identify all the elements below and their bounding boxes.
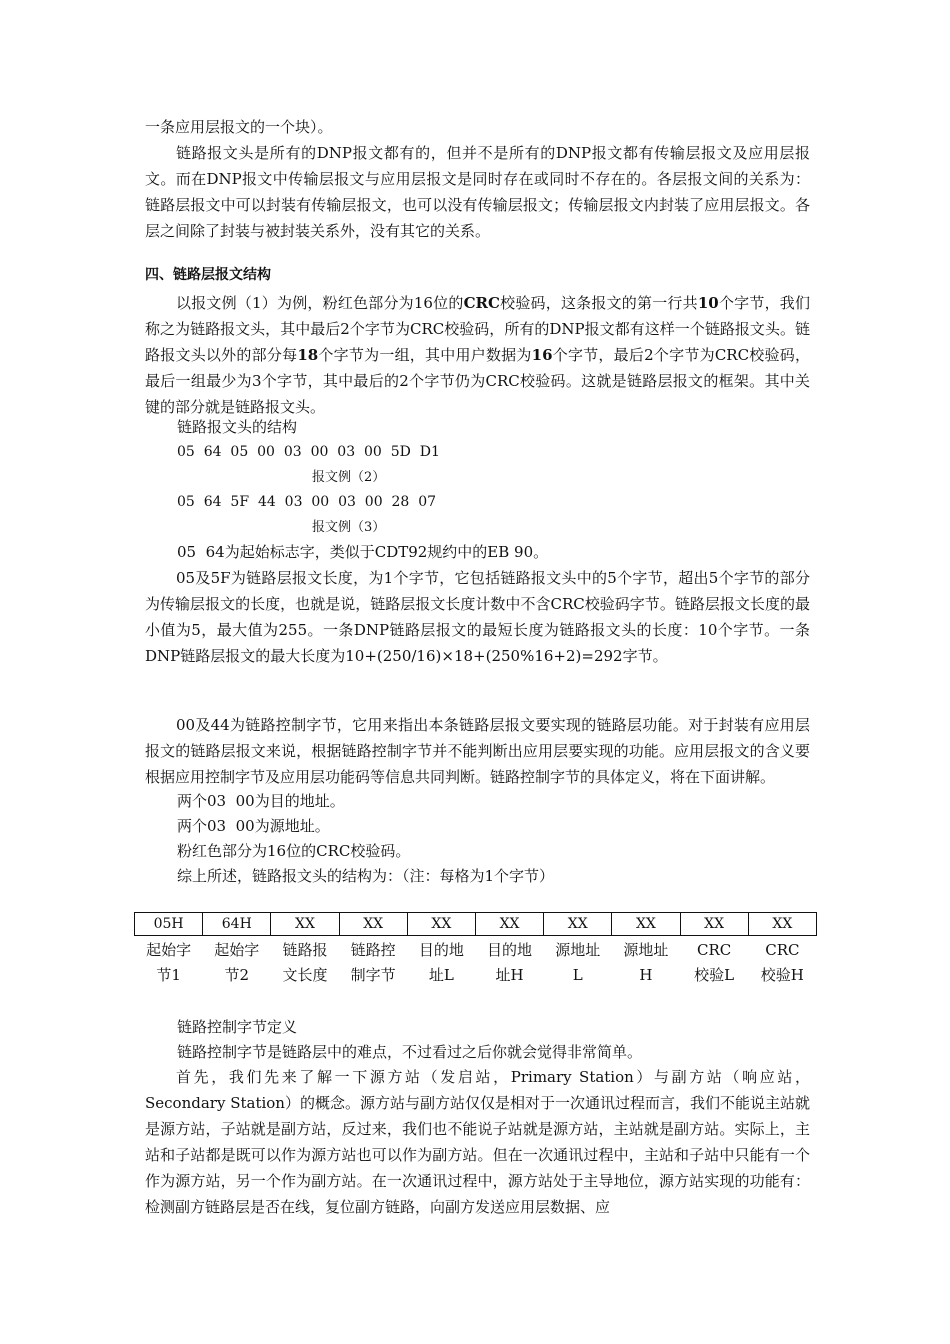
intro-paragraph-1: 链路报文头是所有的DNP报文都有的，但并不是所有的DNP报文都有传输层报文及应用层报文。而在DNP报文中传输层报文与应用层报文是同时存在或同时不存在的。各层报文间的关系为：链路层报文中可以封装有传输层报文，也可以没有传输层报文；传输层报文内封装了应用层报文。各层之间除了封装与被封装关系外，没有其它的关系。 [145,144,810,240]
link-header-table [134,912,817,988]
field-label: 起始字 节1 [146,941,192,984]
example-3-caption: 报文例（3） [312,520,386,535]
length-paragraph: 05及5F为链路层报文长度，为1个字节，它包括链路报文头中的5个字节，超出5个字节的部分为传输层报文的长度，也就是说，链路层报文长度计数中不含CRC校验码字节。链路层报文长度的最小值为5，最大值为255。一条DNP链路层报文的最短长度为链路报文头的长度：10个字节。一条DNP链路层报文的最大长度为10+(250/16)×18+(250%16+2)=292字节。 [145,569,810,665]
byte-cell: XX [475,913,543,936]
crc-text: 粉红色部分为16位的CRC校验码。 [177,842,411,860]
control-definition-title: 链路控制字节定义 [177,1018,298,1036]
frame-paragraph: 以报文例（1）为例，粉红色部分为16位的CRC校验码，这条报文的第一行共10个字节，我们称之为链路报文头，其中最后2个字节为CRC校验码，所有的DNP报文都有这样一个链路报文头。链路报文头以外的部分每18个字节为一组，其中用户数据为16个字节，最后2个字节为CRC校验码，最后一组最少为3个字节，其中最后的2个字节仍为CRC校验码。这就是链路层报文的框架。其中关键的部分就是链路报文头。 [145,294,810,416]
byte-cell: 64H [203,913,271,936]
field-label: 目的地 址L [418,941,464,984]
example-3-bytes: 05 64 5F 44 03 00 03 00 28 07 [177,494,437,510]
example-2-caption: 报文例（2） [312,470,386,485]
start-flag-text: 05 64为起始标志字，类似于CDT92规约中的EB 90。 [177,543,549,561]
byte-cell: XX [680,913,748,936]
byte-row [135,913,817,936]
summary-text: 综上所述，链路报文头的结构为：（注：每格为1个字节） [177,867,555,885]
primary-secondary-paragraph: 首先，我们先来了解一下源方站（发启站，Primary Station）与副方站（响应站，Secondary Station）的概念。源方站与副方站仅仅是相对于一次通讯过程而言，我们不能说主站就是源方站，子站就是副方站，反过来，我们也不能说子站就是源方站，主站就是副方站。实际上，主站和子站都是既可以作为源方站也可以作为副方站。但在一次通讯过程中，主站和子站中只能有一个作为源方站，另一个作为副方站。在一次通讯过程中，源方站处于主导地位，源方站实现的功能有：检测副方链路层是否在线，复位副方链路，向副方发送应用层数据、应 [145,1068,810,1216]
dest-address-text: 两个03 00为目的地址。 [177,792,345,810]
field-label: 目的地 址H [487,941,533,984]
byte-cell: XX [612,913,680,936]
src-address-text: 两个03 00为源地址。 [177,817,330,835]
struct-label: 链路报文头的结构 [177,418,298,436]
example-2-bytes: 05 64 05 00 03 00 03 00 5D D1 [177,444,440,460]
field-label: 链路报 文长度 [282,941,328,984]
section-heading: 四、链路层报文结构 [145,267,271,283]
field-label: 起始字 节2 [214,941,260,984]
field-label: 源地址 L [555,941,601,984]
field-label: 源地址 H [623,941,669,984]
intro-paragraph-0: 一条应用层报文的一个块）。 [145,118,333,136]
byte-cell: XX [407,913,475,936]
control-byte-paragraph: 00及44为链路控制字节，它用来指出本条链路层报文要实现的链路层功能。对于封装有应用层报文的链路层报文来说，根据链路控制字节并不能判断出应用层要实现的功能。应用层报文的含义要根据应用控制字节及应用层功能码等信息共同判断。链路控制字节的具体定义，将在下面讲解。 [145,716,810,786]
byte-cell: 05H [135,913,203,936]
byte-cell: XX [339,913,407,936]
byte-cell: XX [271,913,339,936]
byte-cell: XX [544,913,612,936]
byte-cell: XX [748,913,816,936]
control-intro-text: 链路控制字节是链路层中的难点，不过看过之后你就会觉得非常简单。 [177,1043,643,1061]
field-label: 链路控 制字节 [350,941,396,984]
label-row [135,936,817,989]
field-label: CRC 校验H [760,941,804,984]
field-label: CRC 校验L [694,941,735,984]
